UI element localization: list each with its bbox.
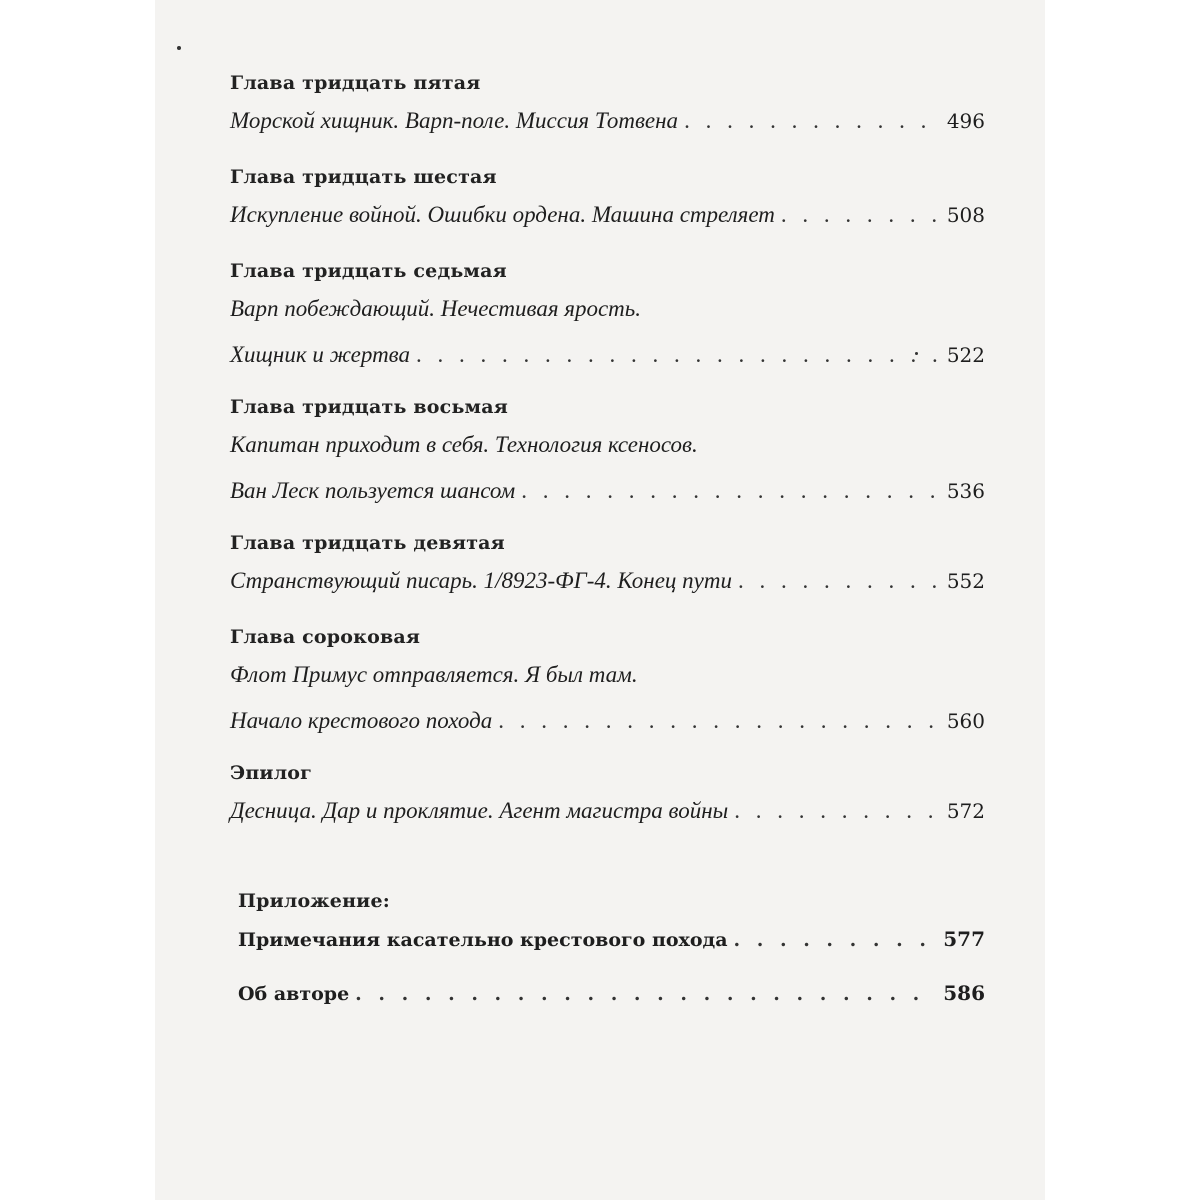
toc-line: [230, 192, 985, 238]
chapter-subtitle: Варп побеждающий. Нечестивая ярость.: [230, 296, 642, 321]
toc-line: [238, 916, 985, 962]
page-number: 508: [946, 203, 985, 227]
toc-line: [230, 788, 985, 834]
leader-dots: [734, 788, 941, 834]
chapter-subtitle: Странствующий писарь. 1/8923-ФГ-4. Конец пути: [230, 568, 732, 593]
page-number: 577: [943, 927, 985, 951]
appendix-item: Об авторе: [238, 983, 350, 1005]
toc-line: [230, 558, 985, 604]
table-of-contents: [230, 68, 985, 1016]
chapter-subtitle: Искупление войной. Ошибки ордена. Машина стреляет: [230, 202, 775, 227]
toc-line: [230, 422, 985, 468]
toc-entry: [230, 758, 985, 834]
toc-line: [230, 332, 985, 378]
chapter-subtitle: Морской хищник. Варп-поле. Миссия Тотвена: [230, 108, 679, 133]
appendix-item: Примечания касательно крестового похода: [238, 929, 728, 951]
page-number: 572: [946, 799, 985, 823]
appendix-heading: Приложение:: [238, 890, 390, 912]
toc-entry: [230, 528, 985, 604]
toc-entry: [230, 256, 985, 378]
chapter-subtitle: Начало крестового похода: [230, 708, 493, 733]
toc-entry: [230, 392, 985, 514]
leader-dots: [684, 98, 941, 144]
chapter-heading: Глава тридцать восьмая: [230, 396, 508, 418]
leader-dots: [521, 468, 941, 514]
toc-entry: [230, 162, 985, 238]
page-number: 536: [946, 479, 985, 503]
toc-line: [230, 652, 985, 698]
chapter-heading: Глава тридцать седьмая: [230, 260, 507, 282]
chapter-subtitle: Флот Примус отправляется. Я был там.: [230, 662, 638, 687]
page-number: 586: [943, 981, 985, 1005]
chapter-subtitle: Ван Леск пользуется шансом: [230, 478, 516, 503]
leader-dots: [416, 332, 941, 378]
appendix-section: [230, 886, 985, 1016]
ink-speck: [177, 46, 181, 50]
chapter-heading: Глава тридцать девятая: [230, 532, 505, 554]
chapter-heading: Эпилог: [230, 762, 313, 784]
toc-line: [230, 698, 985, 744]
chapter-heading: Глава тридцать шестая: [230, 166, 497, 188]
chapter-subtitle: Десница. Дар и проклятие. Агент магистра войны: [230, 798, 729, 823]
chapter-heading: Глава сороковая: [230, 626, 421, 648]
chapter-subtitle: Капитан приходит в себя. Технология ксеносов.: [230, 432, 698, 457]
page-number: 560: [946, 709, 985, 733]
toc-line: [230, 468, 985, 514]
leader-dots: [738, 558, 941, 604]
toc-line: [230, 98, 985, 144]
toc-line: [238, 970, 985, 1016]
toc-entry: [230, 622, 985, 744]
leader-dots: [498, 698, 941, 744]
page-number: 552: [946, 569, 985, 593]
page-number: 496: [946, 109, 985, 133]
leader-dots: [355, 971, 937, 1017]
toc-entry: [230, 68, 985, 144]
chapter-subtitle: Хищник и жертва: [230, 342, 411, 367]
leader-dots: [734, 917, 938, 963]
page-number: 522: [946, 343, 985, 367]
toc-line: [230, 286, 985, 332]
leader-dots: [781, 192, 941, 238]
chapter-heading: Глава тридцать пятая: [230, 72, 481, 94]
